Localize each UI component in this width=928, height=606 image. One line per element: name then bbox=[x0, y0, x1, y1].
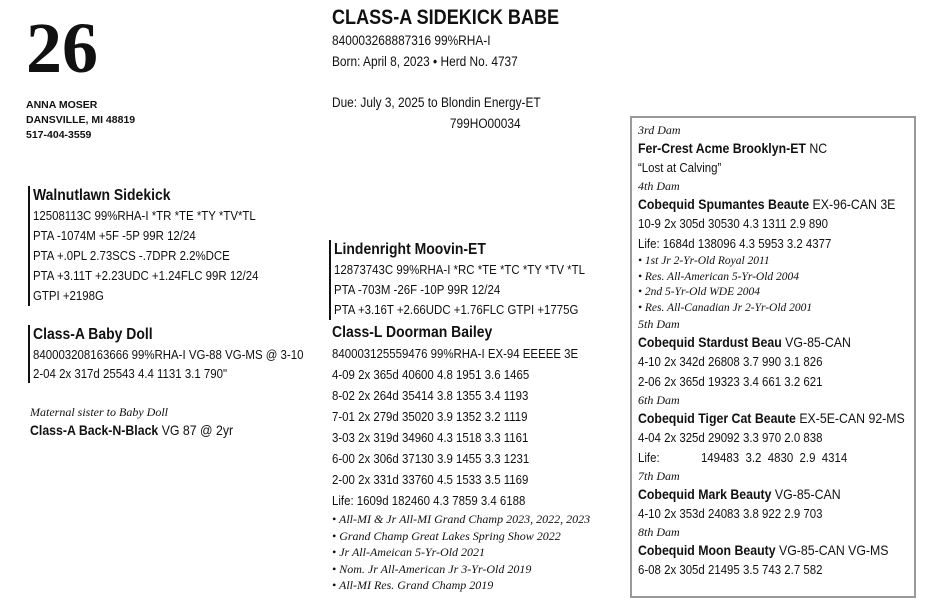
granddam-honor: • All-MI Res. Grand Champ 2019 bbox=[332, 578, 494, 592]
granddam-honor: • Nom. Jr All-American Jr 3-Yr-Old 2019 bbox=[332, 561, 532, 576]
due-date: Due: July 3, 2025 to Blondin Energy-ET bbox=[332, 95, 541, 110]
granddam-record: 6-00 2x 306d 37130 3.9 1455 3.3 1231 bbox=[332, 451, 530, 466]
granddam-honor: • All-MI & Jr All-MI Grand Champ 2023, 2022, 2023 bbox=[332, 512, 591, 526]
dam-block bbox=[28, 325, 340, 383]
dam-generation-label: 7th Dam bbox=[638, 469, 680, 483]
sire-block bbox=[28, 186, 289, 306]
dam5-record: 4-10 2x 342d 26808 3.7 990 3.1 826 bbox=[638, 354, 823, 369]
animal-registration: 840003268887316 99%RHA-I bbox=[332, 33, 491, 48]
dam-generation-label: 5th Dam bbox=[638, 317, 680, 331]
dam4-lifetime: Life: 1684d 138096 4.3 5953 3.2 4377 bbox=[638, 236, 832, 251]
dam-generation-label: 3rd Dam bbox=[638, 123, 681, 137]
dam-line: 840003208163666 99%RHA-I VG-88 VG-MS @ 3-10 bbox=[33, 347, 304, 362]
granddam-name: Class-L Doorman Bailey bbox=[332, 324, 493, 341]
dam7-record: 4-10 2x 353d 24083 3.8 922 2.9 703 bbox=[638, 506, 823, 521]
dam-name: Class-A Baby Doll bbox=[33, 326, 153, 343]
dam6-record: 4-04 2x 325d 29092 3.3 970 2.0 838 bbox=[638, 430, 823, 445]
sister-note: Maternal sister to Baby Doll bbox=[30, 405, 168, 419]
dam-generation-label: 4th Dam bbox=[638, 179, 680, 193]
dam5-record: 2-06 2x 365d 19323 3.4 661 3.2 621 bbox=[638, 374, 823, 389]
dam4-name: Cobequid Spumantes Beaute EX-96-CAN 3E bbox=[638, 196, 896, 212]
consignor-phone: 517-404-3559 bbox=[26, 129, 92, 141]
dam5-name: Cobequid Stardust Beau VG-85-CAN bbox=[638, 334, 851, 350]
sister-entry bbox=[30, 420, 233, 440]
granddam-honor: • Grand Champ Great Lakes Spring Show 2022 bbox=[332, 528, 561, 543]
granddam-line: 840003125559476 99%RHA-I EX-94 EEEEE 3E bbox=[332, 346, 579, 361]
dam6-lifetime: Life: 149483 3.2 4830 2.9 4314 bbox=[638, 450, 848, 465]
sire-line: 12508113C 99%RHA-I *TR *TE *TY *TV*TL bbox=[33, 208, 256, 223]
sire-line: PTA +3.11T +2.23UDC +1.24FLC 99R 12/24 bbox=[33, 268, 259, 283]
sire-line: PTA -1074M +5F -5P 99R 12/24 bbox=[33, 228, 196, 243]
due-info bbox=[332, 92, 541, 134]
dam3-name: Fer-Crest Acme Brooklyn-ET NC bbox=[638, 140, 828, 156]
dam4-record: 10-9 2x 305d 30530 4.3 1311 2.9 890 bbox=[638, 216, 828, 231]
dam4-honor: • 2nd 5-Yr-Old WDE 2004 bbox=[638, 286, 760, 298]
granddam-record: 4-09 2x 365d 40600 4.8 1951 3.6 1465 bbox=[332, 367, 530, 382]
due-sire-id: 799HO00034 bbox=[449, 116, 521, 131]
granddam-record: 2-00 2x 331d 33760 4.5 1533 3.5 1169 bbox=[332, 472, 529, 487]
dam-generation-label: 8th Dam bbox=[638, 525, 680, 539]
dam8-name: Cobequid Moon Beauty VG-85-CAN VG-MS bbox=[638, 542, 889, 558]
granddam-block bbox=[332, 323, 612, 594]
dam4-honor: • 1st Jr 2-Yr-Old Royal 2011 bbox=[638, 255, 770, 267]
dam6-name: Cobequid Tiger Cat Beaute EX-5E-CAN 92-MS bbox=[638, 410, 905, 426]
maternal-grandsire-line: 12873743C 99%RHA-I *RC *TE *TC *TY *TV *TL bbox=[334, 262, 585, 277]
maternal-grandsire-line: PTA -703M -26F -10P 99R 12/24 bbox=[334, 282, 501, 297]
consignor-info bbox=[26, 98, 135, 143]
sire-name: Walnutlawn Sidekick bbox=[33, 187, 171, 204]
maternal-sister bbox=[30, 404, 261, 440]
dam7-name: Cobequid Mark Beauty VG-85-CAN bbox=[638, 486, 841, 502]
maternal-grandsire-line: PTA +3.16T +2.66UDC +1.76FLC GTPI +1775G bbox=[334, 302, 579, 317]
dam8-record: 6-08 2x 305d 21495 3.5 743 2.7 582 bbox=[638, 562, 823, 577]
granddam-honor: • Jr All-Ameican 5-Yr-Old 2021 bbox=[332, 545, 486, 559]
consignor-location: DANSVILLE, MI 48819 bbox=[26, 114, 136, 126]
animal-born: Born: April 8, 2023 • Herd No. 4737 bbox=[332, 54, 518, 69]
granddam-record: 3-03 2x 319d 34960 4.3 1518 3.3 1161 bbox=[332, 430, 529, 445]
sister-name: Class-A Back-N-Black bbox=[30, 422, 159, 438]
granddam-record: 8-02 2x 264d 35414 3.8 1355 3.4 1193 bbox=[332, 388, 529, 403]
lot-number: 26 bbox=[26, 8, 98, 88]
sire-line: GTPI +2198G bbox=[33, 288, 104, 303]
maternal-grandsire-block bbox=[329, 240, 619, 320]
maternal-grandsire-name: Lindenright Moovin-ET bbox=[334, 241, 486, 258]
animal-name: CLASS-A SIDEKICK BABE bbox=[332, 6, 560, 29]
sire-line: PTA +.0PL 2.73SCS -.7DPR 2.2%DCE bbox=[33, 248, 230, 263]
granddam-record: 7-01 2x 279d 35020 3.9 1352 3.2 1119 bbox=[332, 409, 528, 424]
animal-header bbox=[332, 6, 596, 72]
dam4-honor: • Res. All-American 5-Yr-Old 2004 bbox=[638, 270, 800, 283]
consignor-name: ANNA MOSER bbox=[26, 99, 98, 111]
granddam-lifetime: Life: 1609d 182460 4.3 7859 3.4 6188 bbox=[332, 493, 526, 508]
sister-score: VG 87 @ 2yr bbox=[158, 422, 234, 438]
dam4-honor: • Res. All-Canadian Jr 2-Yr-Old 2001 bbox=[638, 301, 813, 314]
dam-line: 2-04 2x 317d 25543 4.4 1131 3.1 790" bbox=[33, 366, 228, 381]
dam-generation-label: 6th Dam bbox=[638, 393, 680, 407]
ancestry-box bbox=[630, 116, 916, 598]
dam3-line: “Lost at Calving” bbox=[638, 160, 722, 175]
